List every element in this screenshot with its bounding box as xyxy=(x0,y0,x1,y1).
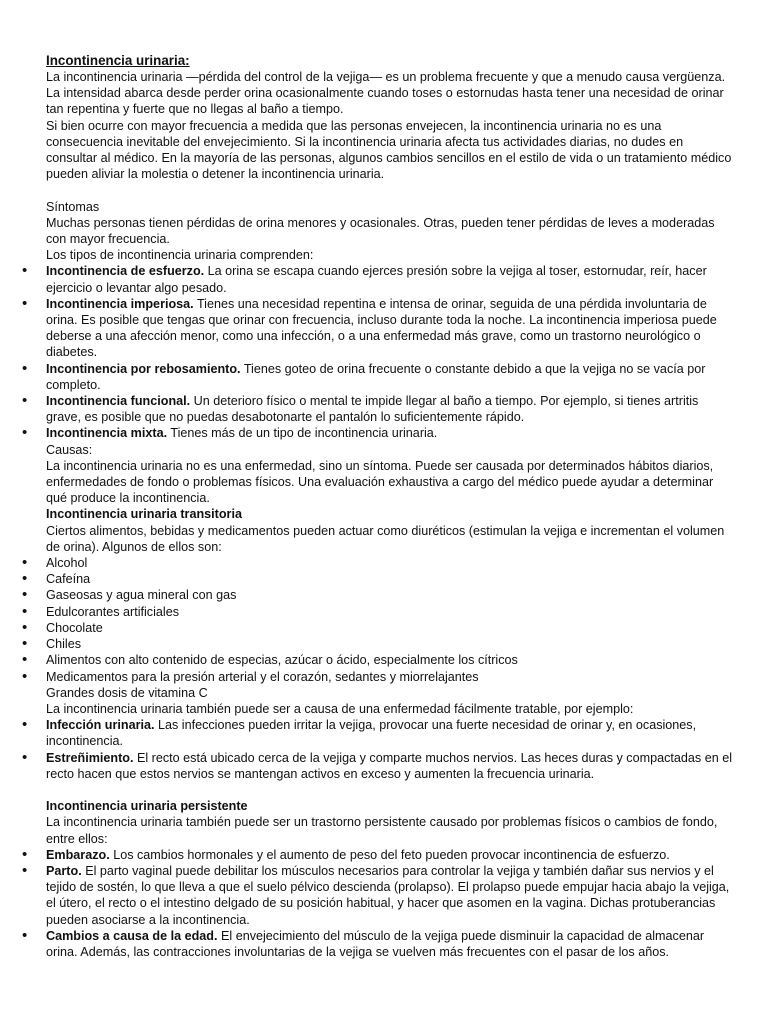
transient-heading: Incontinencia urinaria transitoria xyxy=(46,507,242,522)
list-item: • Chocolate xyxy=(46,620,732,636)
list-item xyxy=(46,863,732,928)
types-list xyxy=(46,263,732,441)
document-page xyxy=(46,52,732,960)
vitamin-c-line: Grandes dosis de vitamina C xyxy=(46,685,208,700)
list-item-term: Estreñimiento. xyxy=(46,750,134,765)
list-item-term: Incontinencia funcional. xyxy=(46,394,191,409)
list-item-desc: Los cambios hormonales y el aumento de peso del feto pueden provocar incontinencia de esfuerzo. xyxy=(109,847,670,862)
list-item-term: Incontinencia de esfuerzo. xyxy=(46,264,205,279)
list-item-desc: Tienes una necesidad repentina e intensa de orinar, seguida de una pérdida involuntaria de orina. Es posible que tengas que orinar con frecuencia, incluso durante toda la noche. La incontinencia imperiosa puede deberse a una afección menor, como una infección, o a una enfermedad más grave, como un trastorno neurológico o diabetes. xyxy=(46,296,717,360)
causes-paragraph: La incontinencia urinaria no es una enfermedad, sino un síntoma. Puede ser causada por determinados hábitos diarios, enfermedades de fondo o problemas físicos. Una evaluación exhaustiva a cargo del médico puede ayudar a determinar qué produce la incontinencia. xyxy=(46,458,714,506)
types-intro: Los tipos de incontinencia urinaria comprenden: xyxy=(46,248,314,263)
list-item-term: Incontinencia imperiosa. xyxy=(46,296,194,311)
transient-paragraph: Ciertos alimentos, bebidas y medicamentos pueden actuar como diuréticos (estimulan la vejiga e incrementan el volumen de orina). Algunos de ellos son: xyxy=(46,523,725,554)
conditions-list xyxy=(46,717,732,782)
list-item: • Chiles xyxy=(46,636,732,652)
list-item-term: Cambios a causa de la edad. xyxy=(46,928,218,943)
list-item xyxy=(46,750,732,782)
list-item-desc: El recto está ubicado cerca de la vejiga y comparte muchos nervios. Las heces duras y compactadas en el recto hacen que estos nervios se mantengan activos en exceso y aumenten la frecuencia urinaria. xyxy=(46,750,733,781)
causes-heading: Causas: xyxy=(46,442,93,457)
symptoms-heading: Síntomas xyxy=(46,199,100,214)
diuretics-list xyxy=(46,555,732,685)
list-item-term: Parto. xyxy=(46,863,82,878)
list-item-desc: La orina se escapa cuando ejerces presión sobre la vejiga al toser, estornudar, reír, hacer ejercicio o levantar algo pesado. xyxy=(46,264,707,295)
list-item: • Alimentos con alto contenido de especias, azúcar o ácido, especialmente los cítricos xyxy=(46,652,732,668)
persistent-paragraph: La incontinencia urinaria también puede ser un trastorno persistente causado por problemas físicos o cambios de fondo, entre ellos: xyxy=(46,815,718,846)
list-item: • Medicamentos para la presión arterial y el corazón, sedantes y miorrelajantes xyxy=(46,669,732,685)
list-item xyxy=(46,717,732,749)
list-item: • Edulcorantes artificiales xyxy=(46,604,732,620)
persistent-heading: Incontinencia urinaria persistente xyxy=(46,799,248,814)
list-item xyxy=(46,361,732,393)
list-item-desc: Tienes más de un tipo de incontinencia urinaria. xyxy=(167,426,438,441)
list-item: • Cafeína xyxy=(46,571,732,587)
list-item: • Alcohol xyxy=(46,555,732,571)
list-item xyxy=(46,928,732,960)
document-title: Incontinencia urinaria: xyxy=(46,53,190,68)
list-item xyxy=(46,263,732,295)
treatable-intro: La incontinencia urinaria también puede ser a causa de una enfermedad fácilmente tratable, por ejemplo: xyxy=(46,701,634,716)
spacer xyxy=(46,782,732,798)
persistent-list xyxy=(46,847,732,960)
list-item xyxy=(46,393,732,425)
symptoms-paragraph: Muchas personas tienen pérdidas de orina menores y ocasionales. Otras, pueden tener pérdidas de leves a moderadas con mayor frecuencia. xyxy=(46,215,715,247)
list-item: • Gaseosas y agua mineral con gas xyxy=(46,587,732,603)
list-item-term: Incontinencia mixta. xyxy=(46,426,168,441)
intro-paragraph-1: La incontinencia urinaria —pérdida del control de la vejiga— es un problema frecuente y que a menudo causa vergüenza. La intensidad abarca desde perder orina ocasionalmente cuando toses o estornudas hasta tener una necesidad de orinar tan repentina y fuerte que no llegas al baño a tiempo. xyxy=(46,70,726,117)
list-item-desc: Las infecciones pueden irritar la vejiga, provocar una fuerte necesidad de orinar y, en ocasiones, incontinencia. xyxy=(46,718,697,749)
list-item-desc: Un deterioro físico o mental te impide llegar al baño a tiempo. Por ejemplo, si tienes artritis grave, es posible que no puedas desabotonarte el pantalón lo suficientemente rápido. xyxy=(46,394,699,425)
list-item-desc: El parto vaginal puede debilitar los músculos necesarios para controlar la vejiga y también dañar sus nervios y el tejido de sostén, lo que lleva a que el suelo pélvico descienda (prolapso). El prolapso puede empujar hacia abajo la vejiga, el útero, el recto o el intestino delgado de su posición habitual, y hacer que asomen en la vagina. Dichas protuberancias pueden asociarse a la incontinencia. xyxy=(46,863,730,927)
list-item-desc: El envejecimiento del músculo de la vejiga puede disminuir la capacidad de almacenar orina. Además, las contracciones involuntarias de la vejiga se vuelven más frecuentes con el pasar de los años. xyxy=(46,928,705,959)
list-item xyxy=(46,296,732,361)
list-item xyxy=(46,425,732,441)
spacer xyxy=(46,182,732,198)
list-item-desc: Tienes goteo de orina frecuente o constante debido a que la vejiga no se vacía por completo. xyxy=(46,361,706,392)
list-item xyxy=(46,847,732,863)
list-item-term: Incontinencia por rebosamiento. xyxy=(46,361,241,376)
list-item-term: Infección urinaria. xyxy=(46,718,155,733)
list-item-term: Embarazo. xyxy=(46,847,110,862)
intro-paragraph-2: Si bien ocurre con mayor frecuencia a medida que las personas envejecen, la incontinencia urinaria no es una consecuencia inevitable del envejecimiento. Si la incontinencia urinaria afecta tus actividades diarias, no dudes en consultar al médico. En la mayoría de las personas, algunos cambios sencillos en el estilo de vida o un tratamiento médico pueden aliviar la molestia o detener la incontinencia urinaria. xyxy=(46,118,732,182)
